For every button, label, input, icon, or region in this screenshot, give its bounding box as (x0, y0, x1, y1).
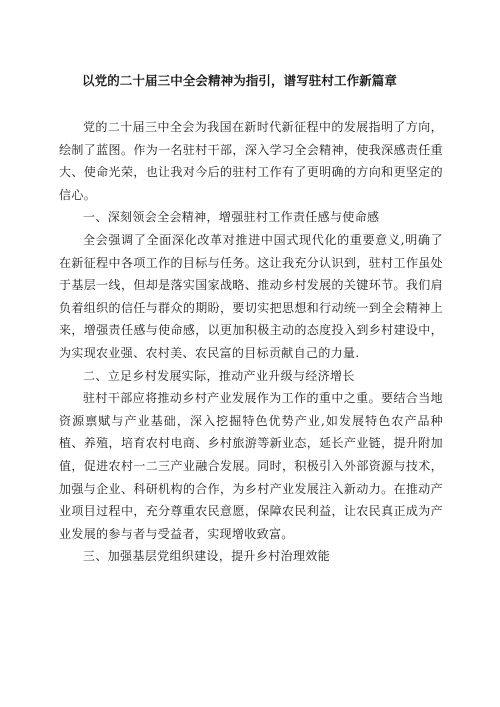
section-2-heading: 二、立足乡村发展实际，推动产业升级与经济增长 (83, 368, 355, 383)
document-title: 以党的二十届三中全会精神为指引，谱写驻村工作新篇章 (82, 73, 398, 88)
section-1-paragraph: 全会强调了全面深化改革对推进中国式现代化的重要意义,明确了在新征程中各项工作的目标与任务。这让我充分认识到，驻村工作虽处于基层一线，但却是落实国家战略、推动乡村发展的关键环节。我们肩负着组织的信任与群众的期盼，要切实把思想和行动统一到全会精神上来，增强责任感与使命感，以更加积极主动的态度投入到乡村建设中，为实现农业强、农村美、农民富的目标贡献自己的力量. (59, 232, 443, 360)
section-1-heading: 一、深刻领会全会精神，增强驻村工作责任感与使命感 (83, 210, 380, 225)
intro-paragraph: 党的二十届三中全会为我国在新时代新征程中的发展指明了方向，绘制了蓝图。作为一名驻村干部，深入学习全会精神，使我深感责任重大、使命光荣，也让我对今后的驻村工作有了更明确的方向和更坚定的信心。 (59, 120, 443, 202)
section-2-paragraph: 驻村干部应将推动乡村产业发展作为工作的重中之重。要结合当地资源禀赋与产业基础，深入挖掘特色优势产业,如发展特色农产品种植、养殖，培育农村电商、乡村旅游等新业态，延长产业链，提升附加值，促进农村一二三产业融合发展。同时，积极引入外部资源与技术，加强与企业、科研机构的合作，为乡村产业发展注入新动力。在推动产业项目过程中，充分尊重农民意愿，保障农民利益，让农民真正成为产业发展的参与者与受益者，实现增收致富。 (59, 391, 443, 541)
section-3-heading: 三、加强基层党组织建设，提升乡村治理效能 (83, 549, 331, 564)
document-body (59, 116, 443, 568)
